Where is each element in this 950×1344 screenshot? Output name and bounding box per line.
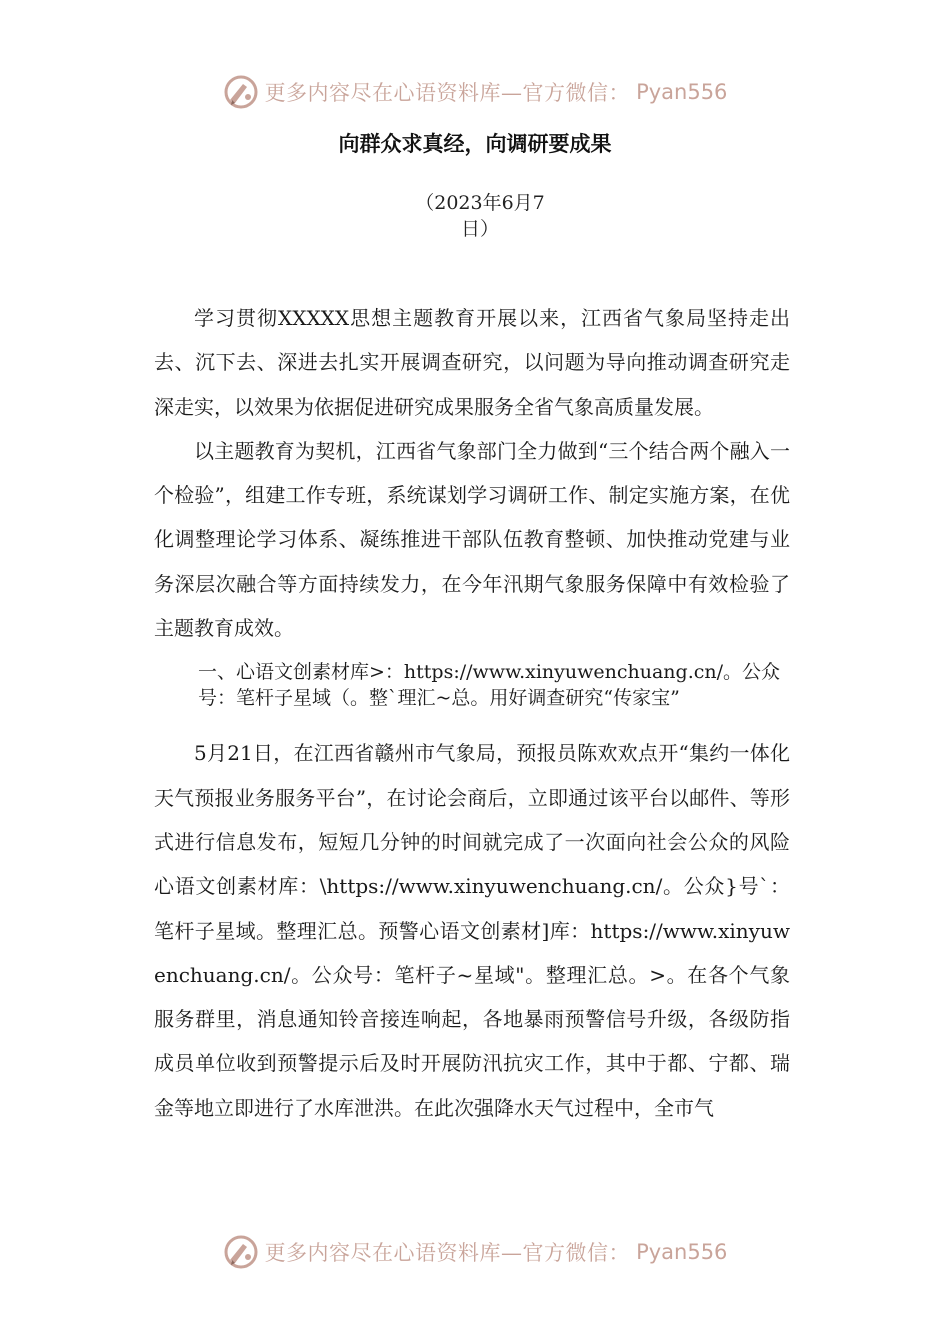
footer-banner-content	[223, 1234, 728, 1270]
paragraph-2: 以主题教育为契机，江西省气象部门全力做到“三个结合两个融入一个检验”，组建工作专班，系统谋划学习调研工作、制定实施方案，在优化调整理论学习体系、凝练推进干部队伍教育整顿、加快推动党建与业务深层次融合等方面持续发力，在今年汛期气象服务保障中有效检验了主题教育成效。	[154, 438, 790, 641]
paragraph-1: 学习贯彻XXXXX思想主题教育开展以来，江西省气象局坚持走出去、沉下去、深进去扎实开展调查研究，以问题为导向推动调查研究走深走实，以效果为依据促进研究成果服务全省气象高质量发展。	[154, 306, 790, 419]
paragraph-3: 5月21日，在江西省赣州市气象局，预报员陈欢欢点开“集约一体化天气预报业务服务平台”，在讨论会商后，立即通过该平台以邮件、等形式进行信息发布，短短几分钟的时间就完成了一次面向社会公众的风险心语文创素材库：\https://www.xinyuwenchuang.cn/。公众}号`：笔杆子星域。整理汇总。预警心语文创素材]库：https://www.xinyuwenchuang.cn/。公众号：笔杆子~星域"。整理汇总。>。在各个气象服务群里，消息通知铃音接连响起，各地暴雨预警信号升级，各级防指成员单位收到预警提示后及时开展防汛抗灾工作，其中于都、宁都、瑞金等地立即进行了水库泄洪。在此次强降水天气过程中，全市气	[154, 741, 790, 1120]
footer-banner-wechat-id: Pyan556	[636, 1240, 728, 1264]
document-body	[154, 296, 790, 1130]
document-date	[395, 190, 565, 242]
footer-banner	[0, 1230, 950, 1274]
banner-text: 更多内容尽在心语资料库—官方微信：	[264, 81, 631, 105]
banner-content	[223, 74, 728, 110]
footer-banner-text: 更多内容尽在心语资料库—官方微信：	[264, 1241, 631, 1265]
library-logo-icon	[223, 74, 259, 110]
header-banner	[0, 70, 950, 114]
date-line-1: （2023年6月7	[415, 192, 545, 214]
section-heading-1: 一、心语文创素材库>：https://www.xinyuwenchuang.cn/。公众号：笔杆子星域（。整`理汇~总。用好调查研究“传家宝”	[198, 661, 781, 710]
date-line-2: 日）	[460, 218, 499, 240]
library-logo-icon	[223, 1234, 259, 1270]
banner-wechat-id: Pyan556	[636, 80, 728, 104]
document-title: 向群众求真经，向调研要成果	[338, 131, 612, 156]
